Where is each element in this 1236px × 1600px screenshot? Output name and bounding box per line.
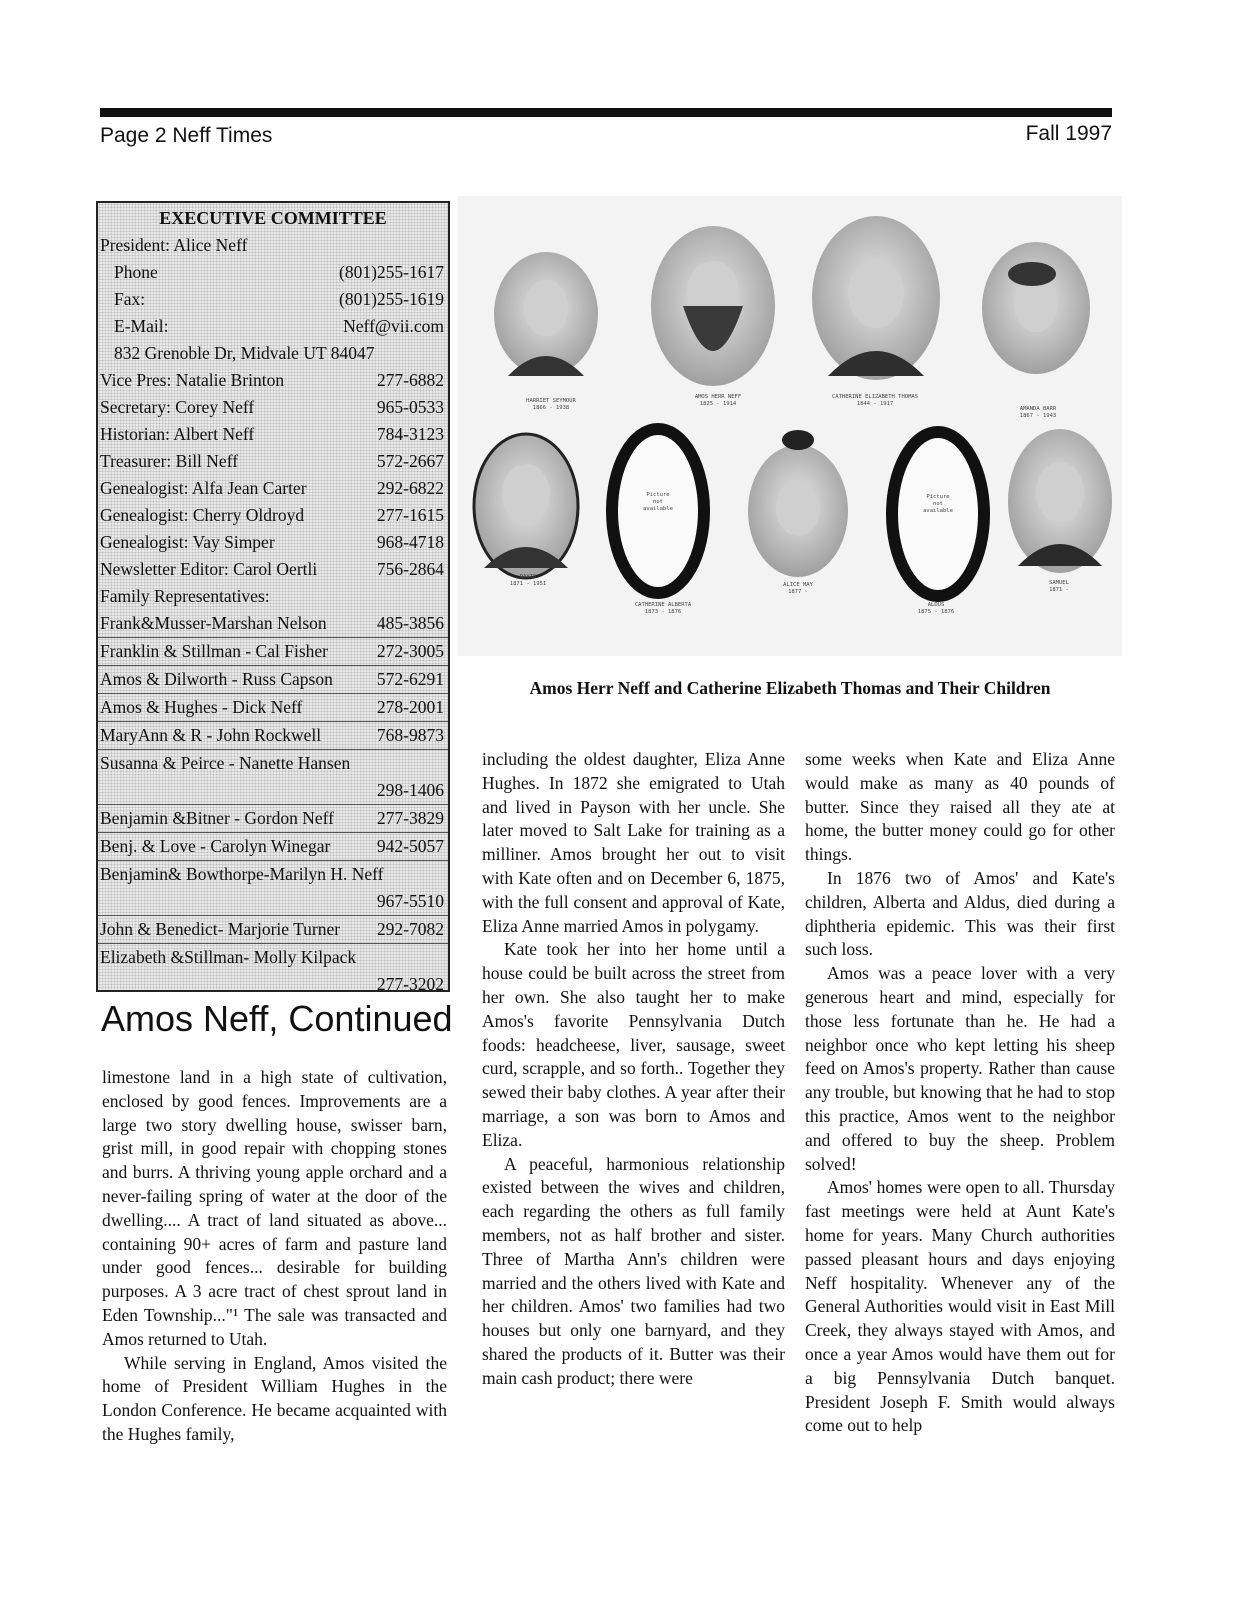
page-header-left: Page 2 Neff Times — [100, 124, 273, 147]
photo-label: HARRIET SEYMOUR 1866 - 1938 — [526, 398, 576, 411]
photo-caption: Amos Herr Neff and Catherine Elizabeth Thomas and Their Children — [529, 678, 1051, 698]
rep-row-phone: 298-1406 — [98, 777, 448, 805]
rep-row: Susanna & Peirce - Nanette Hansen — [100, 753, 351, 773]
article-column-2 — [482, 748, 785, 1391]
paragraph: limestone land in a high state of cultivation, enclosed by good fences. Improvements are a large two story dwelling house, swisser barn, grist mill, in good repair with chopping stones and burrs. A thriving young apple orchard and a never-failing spring of water at the door of the dwelling.... A tract of land situated as above... containing 90+ acres of farm and pasture land under good fences... desirable for building purposes. A 3 acre tract of chest sprout land in Eden Township..."¹ The sale was transacted and Amos returned to Utah. — [102, 1067, 447, 1349]
paragraph: Kate took her into her home until a house could be built across the street from her own. She also taught her to make Amos's favorite Pennsylvania Dutch foods: headcheese, liver, sausage, sweet curd, scrapple, and so forth.. Together they sewed their baby clothes. A year after their marriage, a son was born to Amos and Eliza. — [482, 939, 785, 1150]
rep-row: Amos & Dilworth - Russ Capson 572-6291 — [98, 666, 448, 694]
committee-address: 832 Grenoble Dr, Midvale UT 84047 — [114, 343, 375, 363]
committee-email: E-Mail: Neff@vii.com — [114, 316, 444, 336]
paragraph: Amos was a peace lover with a very generous heart and mind, especially for those less fortunate than he. He had a neighbor once who kept letting his sheep feed on Amos's property. Rather than cause any trouble, but knowing that he had to stop this practice, Amos went to the neighbor and offered to buy the sheep. Problem solved! — [805, 963, 1115, 1174]
rep-row: John & Benedict- Marjorie Turner 292-7082 — [98, 916, 448, 944]
rep-row: Benjamin &Bitner - Gordon Neff 277-3829 — [98, 805, 448, 833]
photo-label: ALICE MAY 1877 - — [783, 582, 813, 595]
rep-row-phone: 967-5510 — [98, 888, 448, 916]
rep-row: Amos & Hughes - Dick Neff 278-2001 — [98, 694, 448, 722]
committee-member: Genealogist: Cherry Oldroyd 277-1615 — [100, 505, 444, 525]
committee-member: Genealogist: Vay Simper 968-4718 — [100, 532, 444, 552]
committee-fax: Fax: (801)255-1619 — [114, 289, 444, 309]
paragraph: While serving in England, Amos visited the home of President William Hughes in the London Conference. He became acquainted with the Hughes family, — [102, 1352, 447, 1444]
rep-row-phone: 277-3202 — [376, 974, 444, 994]
committee-title: EXECUTIVE COMMITTEE — [159, 208, 387, 228]
photo-label: Picture not available — [923, 494, 953, 514]
photo-label: AMANDA BARR 1867 - 1943 — [1019, 406, 1057, 419]
committee-member: Secretary: Corey Neff 965-0533 — [100, 397, 444, 417]
committee-member: Newsletter Editor: Carol Oertli 756-2864 — [100, 559, 444, 579]
executive-committee-box — [96, 201, 450, 992]
photo-label: CATHERINE ALBERTA 1873 - 1876 — [634, 602, 692, 615]
page-header-right: Fall 1997 — [1025, 122, 1112, 145]
photo-label: AMOS HERR NEFF 1825 - 1914 — [694, 394, 742, 407]
photo-label: ALDUS 1875 - 1876 — [917, 602, 955, 615]
paragraph: Amos' homes were open to all. Thursday fast meetings were held at Aunt Kate's home for years. Many Church authorities passed pleasant hours and days enjoying Neff hospitality. Whenever any of the General Authorities would visit in East Mill Creek, they always stayed with Amos, and once a year Amos would have them out for a big Pennsylvania Dutch banquet. President Joseph F. Smith would always come out to help — [805, 1177, 1115, 1436]
photo-label: CATHERINE ELIZABETH THOMAS 1844 - 1917 — [831, 394, 919, 407]
rep-row: Elizabeth &Stillman- Molly Kilpack — [100, 947, 357, 967]
committee-phone: Phone (801)255-1617 — [114, 262, 444, 282]
committee-member: Historian: Albert Neff 784-3123 — [100, 424, 444, 444]
article-column-1 — [102, 1066, 447, 1447]
rep-row: Benjamin& Bowthorpe-Marilyn H. Neff — [100, 864, 384, 884]
family-photo — [458, 196, 1122, 656]
paragraph: A peaceful, harmonious relationship existed between the wives and children, each regarding the others as full family members, not as half brother and sister. Three of Martha Ann's children were married and the others lived with Kate and her children. Amos' two families had two houses but only one barnyard, and they shared the products of it. Butter was their main cash product; there were — [482, 1153, 785, 1388]
paragraph: including the oldest daughter, Eliza Anne Hughes. In 1872 she emigrated to Utah and lived in Payson with her uncle. She later moved to Salt Lake for training as a milliner. Amos brought her out to visit with Kate often and on December 6, 1875, with the full consent and approval of Kate, Eliza Anne married Amos in polygamy. — [482, 749, 785, 936]
rep-row: MaryAnn & R - John Rockwell 768-9873 — [98, 722, 448, 750]
photo-label: SAMUEL 1871 - — [1049, 580, 1069, 593]
header-rule — [100, 108, 1112, 117]
paragraph: In 1876 two of Amos' and Kate's children, Alberta and Aldus, died during a diphtheria epidemic. This was their first such loss. — [805, 867, 1115, 960]
rep-row: Franklin & Stillman - Cal Fisher 272-3005 — [98, 638, 448, 666]
photo-label: DAVID 1871 - 1951 — [509, 574, 547, 587]
article-column-3 — [805, 748, 1115, 1438]
committee-member: Vice Pres: Natalie Brinton 277-6882 — [100, 370, 444, 390]
article-title: Amos Neff, Continued — [101, 998, 453, 1039]
paragraph: some weeks when Kate and Eliza Anne would make as many as 40 pounds of butter. Since they raised all they ate at home, the butter money could go for other things. — [805, 749, 1115, 865]
rep-row: Frank&Musser-Marshan Nelson 485-3856 — [98, 610, 448, 638]
committee-member: Treasurer: Bill Neff 572-2667 — [100, 451, 444, 471]
photo-label: Picture not available — [643, 492, 673, 512]
rep-row: Benj. & Love - Carolyn Winegar 942-5057 — [98, 833, 448, 861]
family-representatives-label: Family Representatives: — [100, 586, 270, 606]
committee-president: President: Alice Neff — [100, 235, 248, 255]
committee-member: Genealogist: Alfa Jean Carter 292-6822 — [100, 478, 444, 498]
